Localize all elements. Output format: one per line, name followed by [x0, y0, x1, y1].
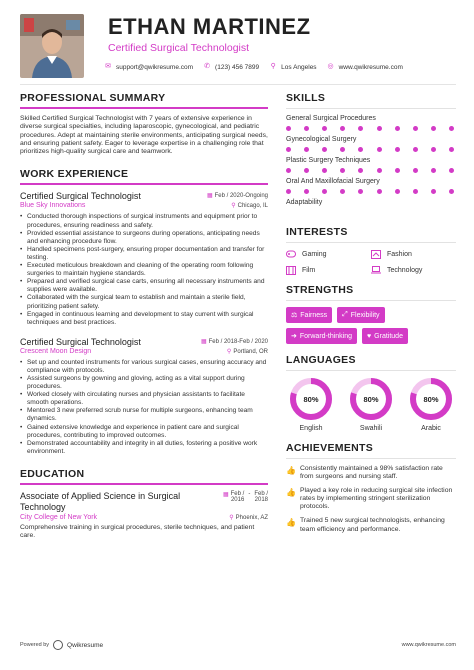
- calendar-icon: ▦: [200, 338, 207, 345]
- list-item: • Prepared and verified surgical case carts, ensuring all necessary instruments and supplies were available.: [20, 278, 268, 294]
- language-item: [346, 377, 396, 432]
- calendar-icon: ▦: [222, 491, 229, 498]
- section-divider: [286, 458, 456, 459]
- achievements-list: [286, 465, 456, 534]
- list-item: • Assisted surgeons by gowning and gloving, acting as a vital support during procedures.: [20, 375, 268, 391]
- skill-dot: [286, 147, 291, 152]
- skill-dot: [395, 126, 400, 131]
- section-divider: [20, 483, 268, 485]
- hanger-icon: [371, 249, 381, 259]
- skill-dot: [322, 189, 327, 194]
- qwikresume-logo-icon: [53, 640, 63, 650]
- education-heading: EDUCATION: [20, 467, 85, 480]
- skill-rating: [286, 168, 456, 173]
- strength-tag: ⤢ Flexibility: [337, 307, 384, 323]
- job-entry-title: Certified Surgical Technologist: [20, 191, 141, 202]
- skill-name: General Surgical Procedures: [286, 115, 376, 122]
- profile-photo: [20, 14, 84, 78]
- strength-tag: ➜ Forward-thinking: [286, 328, 357, 344]
- location-text: Los Angeles: [281, 63, 317, 71]
- strength-tag: ♥ Gratitude: [362, 328, 408, 344]
- language-name: Swahili: [359, 425, 383, 432]
- skill-dot: [413, 126, 418, 131]
- email-text: support@qwikresume.com: [116, 63, 194, 71]
- skill-dot: [413, 189, 418, 194]
- skill-item: [286, 157, 456, 173]
- flex-icon: ⤢: [342, 311, 348, 318]
- summary-text: Skilled Certified Surgical Technologist with 7 years of extensive experience in diverse surgical specialties, including laparoscopic, gynecological, and pediatric procedures. Adept at maintaining sterile environments, anticipating surgical needs, and ensuring patient safety. Eager to leverage expertise in a challenging role that prioritizes high-quality surgical care and teamwork.: [20, 115, 268, 156]
- section-divider: [20, 107, 268, 109]
- skill-dot: [449, 147, 454, 152]
- envelope-icon: ✉: [105, 63, 111, 70]
- contact-email[interactable]: [104, 63, 193, 71]
- company-name: Crescent Moon Design: [20, 347, 92, 355]
- list-item: • Worked closely with circulating nurses and physician assistants to facilitate smooth operations.: [20, 391, 268, 407]
- interest-label: Film: [302, 266, 316, 274]
- achievement-text: Trained 5 new surgical technologists, enhancing team efficiency and performance.: [300, 517, 445, 533]
- interest-label: Fashion: [387, 250, 412, 258]
- candidate-name: ETHAN MARTINEZ: [108, 14, 311, 39]
- skill-dot: [377, 189, 382, 194]
- footer-site-link[interactable]: www.qwikresume.com: [401, 642, 456, 648]
- header-divider: [20, 84, 456, 85]
- job-bullets: [20, 359, 268, 456]
- contact-phone[interactable]: [203, 63, 259, 71]
- interest-item: [371, 265, 456, 275]
- achievement-item: [286, 517, 456, 533]
- skills-heading: SKILLS: [286, 92, 326, 104]
- scale-icon: ⚖: [291, 312, 298, 319]
- skill-dot: [340, 168, 345, 173]
- section-divider: [286, 370, 456, 371]
- skill-dot: [413, 168, 418, 173]
- skill-dot: [286, 168, 291, 173]
- language-percent: 80%: [423, 395, 439, 404]
- language-percent: 80%: [363, 395, 379, 404]
- experience-heading: WORK EXPERIENCE: [20, 168, 129, 181]
- language-progress-ring: [409, 377, 453, 421]
- language-name: English: [299, 425, 323, 432]
- language-progress-ring: [289, 377, 333, 421]
- skill-dot: [449, 168, 454, 173]
- achievement-item: [286, 487, 456, 511]
- interest-item: [286, 249, 371, 259]
- list-item: • Set up and counted instruments for various surgical cases, ensuring accuracy and compliance with protocols.: [20, 359, 268, 375]
- skill-name: Adaptability: [286, 199, 323, 206]
- heart-icon: ♥: [367, 332, 372, 340]
- job-location: ⚲ Portland, OR: [226, 348, 268, 355]
- powered-by-text: Powered by: [20, 642, 50, 648]
- achievements-heading: ACHIEVEMENTS: [286, 442, 374, 454]
- skill-dot: [286, 126, 291, 131]
- skill-dot: [395, 168, 400, 173]
- job-dates: ▦ Feb / 2018-Feb / 2020: [200, 338, 268, 345]
- contact-location: [269, 63, 316, 71]
- interest-item: [286, 265, 371, 275]
- contact-bar: [104, 60, 458, 74]
- location-pin-icon: ⚲: [229, 514, 234, 521]
- skill-name: Oral And Maxillofacial Surgery: [286, 178, 380, 185]
- gamepad-icon: [286, 249, 296, 259]
- education-entry: Associate of Applied Science in Surgical Technology ▦ Feb / 2016 - Feb / 2018: [20, 490, 268, 512]
- language-name: Arabic: [421, 425, 441, 432]
- phone-text: (123) 456 7899: [215, 63, 260, 71]
- languages-heading: LANGUAGES: [286, 354, 356, 366]
- section-divider: [286, 242, 456, 243]
- edu-start-month: Feb /: [230, 490, 245, 497]
- skill-dot: [431, 168, 436, 173]
- brand-name: Qwikresume: [67, 641, 104, 649]
- skill-rating: [286, 126, 456, 131]
- thumbs-up-icon: 👍: [286, 518, 296, 528]
- website-text: www.qwikresume.com: [338, 63, 403, 71]
- list-item: • Executed meticulous breakdown and cleaning of the operating room following surgeries to maintain hygiene standards.: [20, 262, 268, 278]
- strengths-heading: STRENGTHS: [286, 284, 354, 296]
- language-item: [286, 377, 336, 432]
- location-pin-icon: ⚲: [226, 348, 232, 355]
- language-progress-ring: [349, 377, 393, 421]
- footer: [20, 640, 456, 650]
- list-item: • Provided essential assistance to surgeons during operations, anticipating needs and enhancing procedure flow.: [20, 230, 268, 246]
- achievement-item: [286, 465, 456, 481]
- job-title: Certified Surgical Technologist: [108, 42, 250, 54]
- job-dates: ▦ Feb / 2020-Ongoing: [206, 193, 268, 200]
- skill-dot: [304, 189, 309, 194]
- interests-heading: INTERESTS: [286, 226, 348, 238]
- job-bullets: [20, 213, 268, 326]
- edu-end-year: 2018: [254, 496, 268, 503]
- section-divider: [286, 300, 456, 301]
- languages-list: [286, 377, 456, 432]
- skill-dot: [322, 126, 327, 131]
- skill-dot: [340, 147, 345, 152]
- film-icon: [286, 265, 296, 275]
- thumbs-up-icon: 👍: [286, 488, 296, 498]
- left-column: [20, 92, 268, 541]
- skill-dot: [304, 126, 309, 131]
- interests-grid: [286, 249, 456, 275]
- contact-website[interactable]: [327, 63, 403, 71]
- skill-dot: [322, 168, 327, 173]
- edu-start-year: 2016: [230, 496, 245, 503]
- skill-dot: [304, 147, 309, 152]
- skill-item: [286, 115, 456, 131]
- job-entry: [20, 337, 268, 456]
- skill-dot: [377, 126, 382, 131]
- summary-heading: PROFESSIONAL SUMMARY: [20, 92, 166, 104]
- laptop-icon: [371, 265, 381, 275]
- section-divider: [20, 183, 268, 185]
- strengths-tags: [286, 307, 456, 344]
- skill-dot: [286, 189, 291, 194]
- job-entry: [20, 191, 268, 326]
- section-divider: [286, 108, 456, 109]
- degree-title: Associate of Applied Science in Surgical Technology: [20, 490, 181, 512]
- skill-rating: [286, 147, 456, 152]
- job-location: ⚲ Chicago, IL: [231, 203, 268, 210]
- list-item: • Demonstrated accountability and integrity in all duties, fostering a positive work environment.: [20, 440, 268, 456]
- skill-dot: [358, 189, 363, 194]
- skill-dot: [377, 168, 382, 173]
- edu-location: ⚲ Phoenix, AZ: [229, 514, 268, 521]
- list-item: • Collaborated with the surgical team to establish and maintain a sterile field, prioritizing patient safety.: [20, 294, 268, 310]
- skill-dot: [304, 168, 309, 173]
- list-item: • Engaged in continuous learning and development to stay current with surgical techniques and best practices.: [20, 311, 268, 327]
- job-entry-title: Certified Surgical Technologist: [20, 336, 141, 347]
- skill-item: [286, 199, 456, 215]
- skill-dot: [377, 147, 382, 152]
- skill-dot: [358, 147, 363, 152]
- skills-list: [286, 115, 456, 215]
- skill-item: [286, 178, 456, 194]
- skill-dot: [449, 189, 454, 194]
- skill-dot: [358, 168, 363, 173]
- skill-dot: [395, 189, 400, 194]
- skill-rating: [286, 189, 456, 194]
- skill-dot: [358, 126, 363, 131]
- skill-dot: [395, 147, 400, 152]
- company-name: Blue Sky Innovations: [20, 202, 86, 210]
- list-item: • Gained extensive knowledge and experience in patient care and surgical procedures, contributing to improved outcomes.: [20, 424, 268, 440]
- skill-dot: [413, 147, 418, 152]
- education-description: Comprehensive training in surgical procedures, sterile techniques, and patient care.: [20, 523, 255, 540]
- school-name: City College of New York: [20, 513, 98, 521]
- list-item: • Conducted thorough inspections of surgical instruments and equipment prior to procedures, ensuring readiness and safety.: [20, 213, 268, 229]
- phone-icon: ✆: [204, 63, 210, 70]
- skill-dot: [431, 147, 436, 152]
- right-column: [286, 92, 456, 540]
- interest-label: Gaming: [302, 250, 327, 258]
- achievement-text: Played a key role in reducing surgical site infection rates by implementing stringent sterilization protocols.: [300, 487, 453, 511]
- language-item: [406, 377, 456, 432]
- skill-name: Plastic Surgery Techniques: [286, 157, 371, 164]
- skill-dot: [431, 189, 436, 194]
- footer-brand[interactable]: [20, 640, 103, 650]
- interest-label: Technology: [387, 266, 423, 274]
- thumbs-up-icon: 👍: [286, 466, 296, 475]
- arrow-icon: ➜: [291, 333, 297, 340]
- globe-icon: ◎: [327, 63, 334, 70]
- skill-item: [286, 136, 456, 152]
- interest-item: [371, 249, 456, 259]
- location-pin-icon: ⚲: [231, 203, 236, 210]
- skill-dot: [340, 126, 345, 131]
- strength-tag: ⚖ Fairness: [286, 307, 332, 323]
- language-percent: 80%: [303, 395, 319, 404]
- skill-dot: [322, 147, 327, 152]
- list-item: • Mentored 3 new preferred scrub nurse for multiple surgeons, enhancing team dynamics.: [20, 407, 268, 423]
- skill-dot: [449, 126, 454, 131]
- list-item: • Handled specimens post-surgery, ensuring proper documentation and transfer for testing.: [20, 246, 268, 262]
- skill-dot: [431, 126, 436, 131]
- skill-name: Gynecological Surgery: [286, 136, 357, 143]
- calendar-icon: ▦: [206, 193, 213, 200]
- achievement-text: Consistently maintained a 98% satisfaction rate from surgeons and nursing staff.: [300, 465, 443, 481]
- skill-dot: [340, 189, 345, 194]
- location-pin-icon: ⚲: [270, 63, 276, 70]
- edu-end-month: Feb /: [254, 490, 268, 497]
